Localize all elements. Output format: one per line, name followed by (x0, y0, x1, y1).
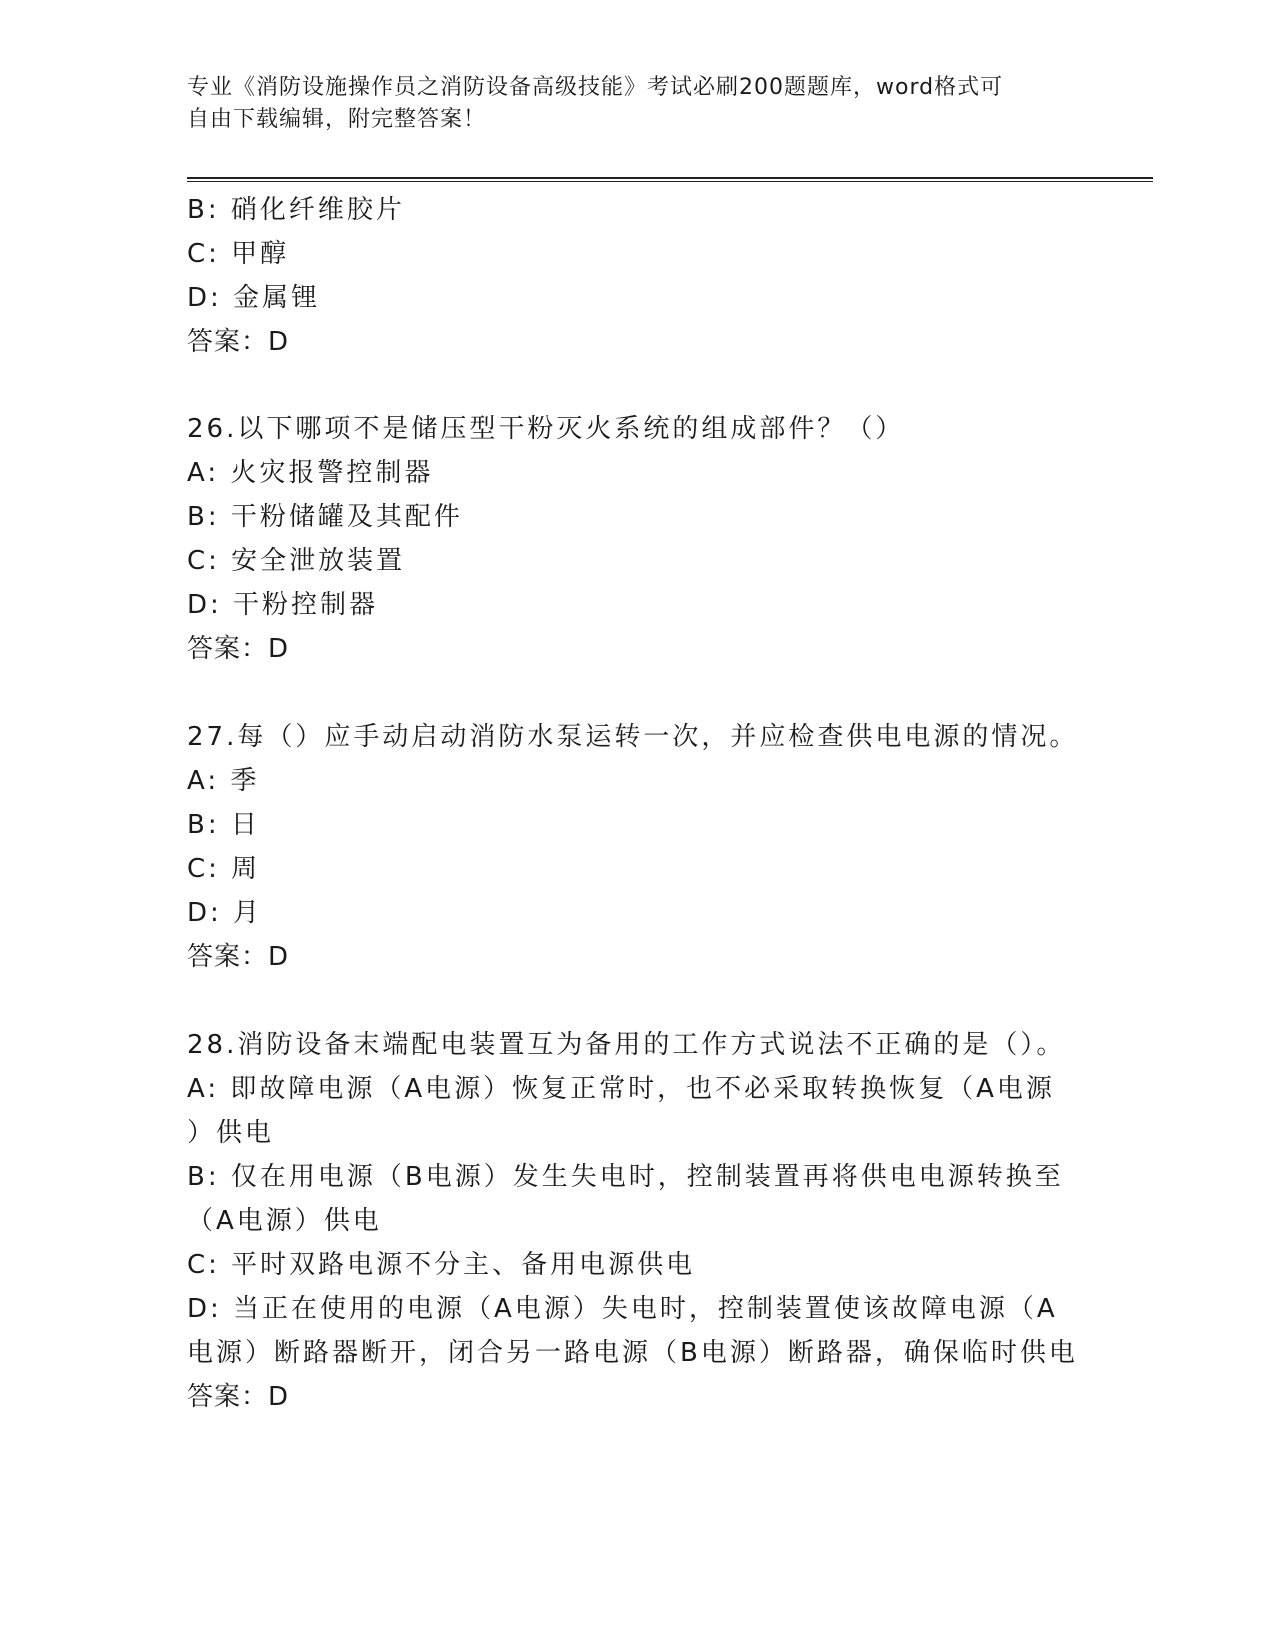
header-line-2: 自由下载编辑，附完整答案！ (187, 107, 487, 132)
q26-option-a: A: 火灾报警控制器 (187, 458, 434, 488)
header-divider (187, 177, 1153, 182)
q25-option-c: C: 甲醇 (187, 239, 290, 269)
q28-option-a-line-1: A: 即故障电源（A电源）恢复正常时，也不必采取转换恢复（A电源 (187, 1074, 1055, 1104)
q26-option-b: B: 干粉储罐及其配件 (187, 502, 463, 532)
q28-question: 28.消防设备末端配电装置互为备用的工作方式说法不正确的是（）。 (187, 1030, 1066, 1060)
q26-question: 26.以下哪项不是储压型干粉灭火系统的组成部件？（） (187, 414, 905, 444)
q28-option-d-line-1: D: 当正在使用的电源（A电源）失电时，控制装置使该故障电源（A (187, 1294, 1058, 1324)
q27-option-d: D: 月 (187, 898, 263, 928)
q25-option-d: D: 金属锂 (187, 283, 321, 313)
q25-answer: 答案：D (187, 327, 290, 357)
q27-question: 27.每（）应手动启动消防水泵运转一次，并应检查供电电源的情况。 (187, 722, 1079, 752)
q28-option-a-line-2: ）供电 (187, 1118, 275, 1148)
q28-option-c: C: 平时双路电源不分主、备用电源供电 (187, 1250, 696, 1280)
q25-option-b: B: 硝化纤维胶片 (187, 195, 405, 225)
q28-option-d-line-2: 电源）断路器断开，闭合另一路电源（B电源）断路器，确保临时供电 (187, 1338, 1078, 1368)
q27-option-b: B: 日 (187, 810, 260, 840)
q28-option-b-line-2: （A电源）供电 (187, 1206, 382, 1236)
q28-option-b-line-1: B: 仅在用电源（B电源）发生失电时，控制装置再将供电电源转换至 (187, 1162, 1064, 1192)
q28-answer: 答案：D (187, 1382, 290, 1412)
q27-option-a: A: 季 (187, 766, 260, 796)
q26-answer: 答案：D (187, 634, 290, 664)
q26-option-d: D: 干粉控制器 (187, 590, 379, 620)
q26-option-c: C: 安全泄放装置 (187, 546, 406, 576)
document-header (187, 72, 1067, 136)
q27-answer: 答案：D (187, 942, 290, 972)
header-line-1: 专业《消防设施操作员之消防设备高级技能》考试必刷200题题库，word格式可 (187, 75, 1004, 100)
q27-option-c: C: 周 (187, 854, 261, 884)
